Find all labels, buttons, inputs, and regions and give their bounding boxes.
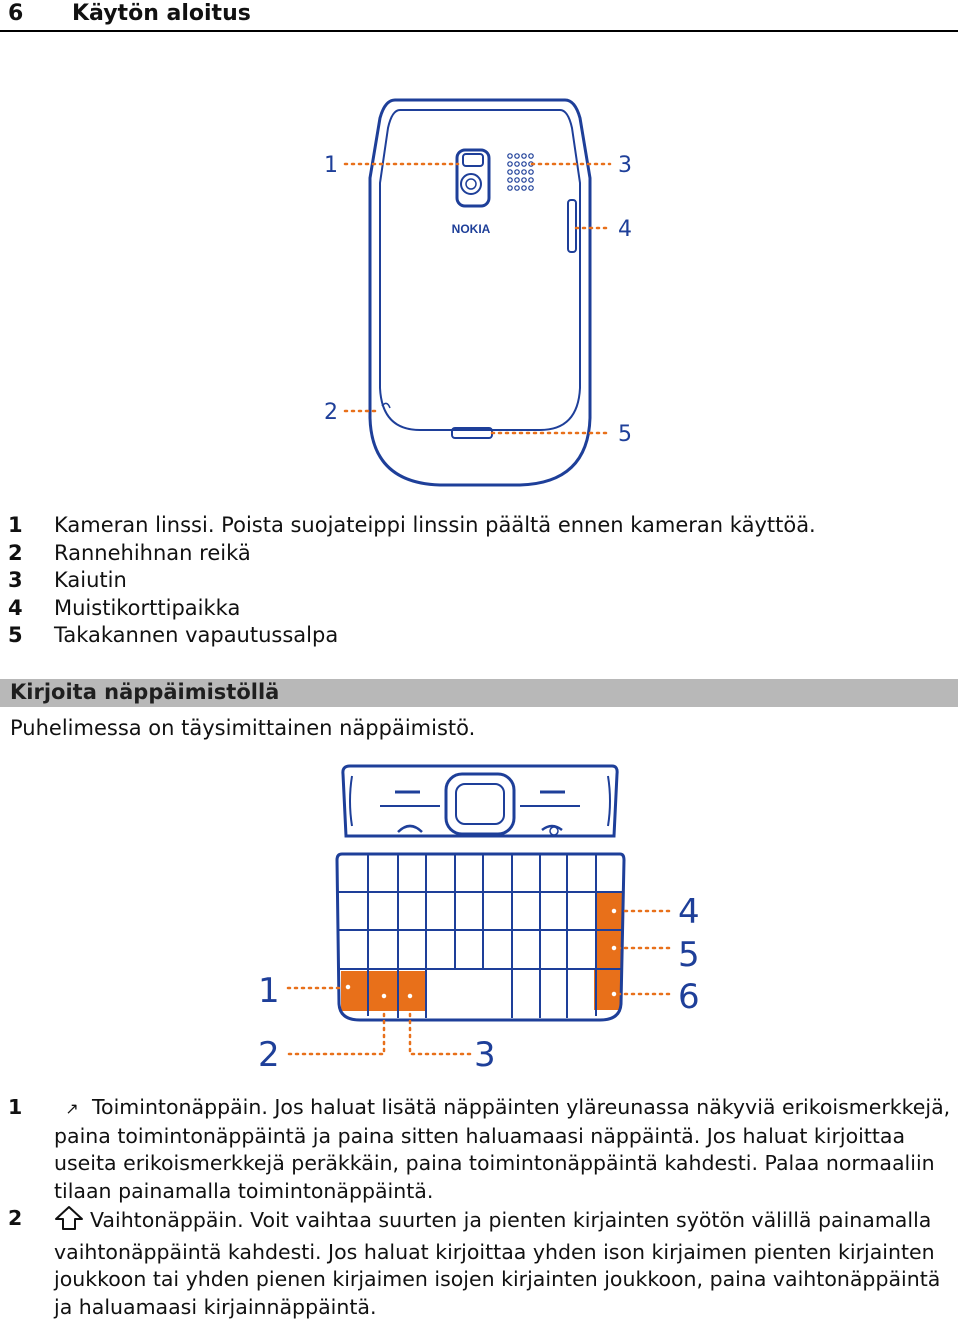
keyboard-figure xyxy=(240,758,720,1078)
legend-number: 3 xyxy=(8,568,23,592)
keyboard-callout-1: 1 xyxy=(258,971,280,1011)
keyboard-callout-4: 4 xyxy=(678,892,700,932)
legend-text: Rannehihnan reikä xyxy=(54,540,251,565)
legend-number: 4 xyxy=(8,595,23,620)
back-legend-list xyxy=(8,512,816,650)
key-description-list xyxy=(8,1094,953,1321)
legend-number: 5 xyxy=(8,623,23,647)
chapter-number: 6 xyxy=(8,1,24,26)
callout-4: 4 xyxy=(618,217,632,242)
legend-text: Takakannen vapautussalpa xyxy=(54,623,339,647)
key-description-item xyxy=(8,1205,953,1321)
callout-1: 1 xyxy=(324,153,338,178)
legend-item xyxy=(8,540,816,568)
legend-number: 2 xyxy=(8,540,23,565)
callout-5: 5 xyxy=(618,422,632,447)
section-intro: Puhelimessa on täysimittainen näppäimistö. xyxy=(10,716,476,740)
callout-3: 3 xyxy=(618,153,632,178)
legend-item xyxy=(8,595,816,623)
chapter-title: Käytön aloitus xyxy=(72,1,251,26)
legend-text: Kameran linssi. Poista suojateippi linssin päältä ennen kameran käyttöä. xyxy=(54,513,816,537)
legend-item xyxy=(8,567,816,595)
legend-number: 1 xyxy=(8,513,23,537)
page-header xyxy=(0,0,958,32)
callout-2: 2 xyxy=(324,400,338,425)
description-text: Toimintonäppäin. Jos haluat lisätä näppäinten yläreunassa näkyviä erikoismerkkejä, paina toimintonäppäintä ja paina sitten haluamaasi näppäintä. Jos haluat kirjoittaa useita erikoismerkkejä peräkkäin, paina toimintonäppäintä kahdesti. Palaa normaaliin tilaan painamalla toimintonäppäintä. xyxy=(54,1095,951,1203)
section-heading: Kirjoita näppäimistöllä xyxy=(10,680,280,704)
description-number: 2 xyxy=(8,1206,23,1230)
keyboard-callout-3: 3 xyxy=(474,1035,496,1075)
brand-logo: NOKIA xyxy=(451,222,491,236)
legend-item xyxy=(8,622,816,650)
legend-text: Kaiutin xyxy=(54,568,127,592)
function-key-icon: ↗ xyxy=(65,1099,79,1118)
keyboard-illustration xyxy=(240,758,720,1078)
section-heading-bar xyxy=(0,679,958,707)
description-number: 1 xyxy=(8,1095,23,1119)
key-description-item xyxy=(8,1094,953,1205)
shift-key-icon xyxy=(54,1205,84,1239)
legend-text: Muistikorttipaikka xyxy=(54,595,241,620)
legend-item xyxy=(8,512,816,540)
keyboard-callout-5: 5 xyxy=(678,935,700,975)
phone-back-illustration xyxy=(300,88,660,488)
description-text: Vaihtonäppäin. Voit vaihtaa suurten ja pienten kirjainten syötön välillä painamalla vaihtonäppäintä kahdesti. Jos haluat kirjoittaa yhden ison kirjaimen pienten kirjainten joukkoon tai yhden pienen kirjaimen isojen kirjainten joukkoon, paina vaihtonäppäintä ja haluamaasi kirjainnäppäintä. xyxy=(54,1208,941,1319)
keyboard-callout-6: 6 xyxy=(678,977,700,1017)
keyboard-callout-2: 2 xyxy=(258,1035,280,1075)
phone-back-figure xyxy=(300,88,660,488)
